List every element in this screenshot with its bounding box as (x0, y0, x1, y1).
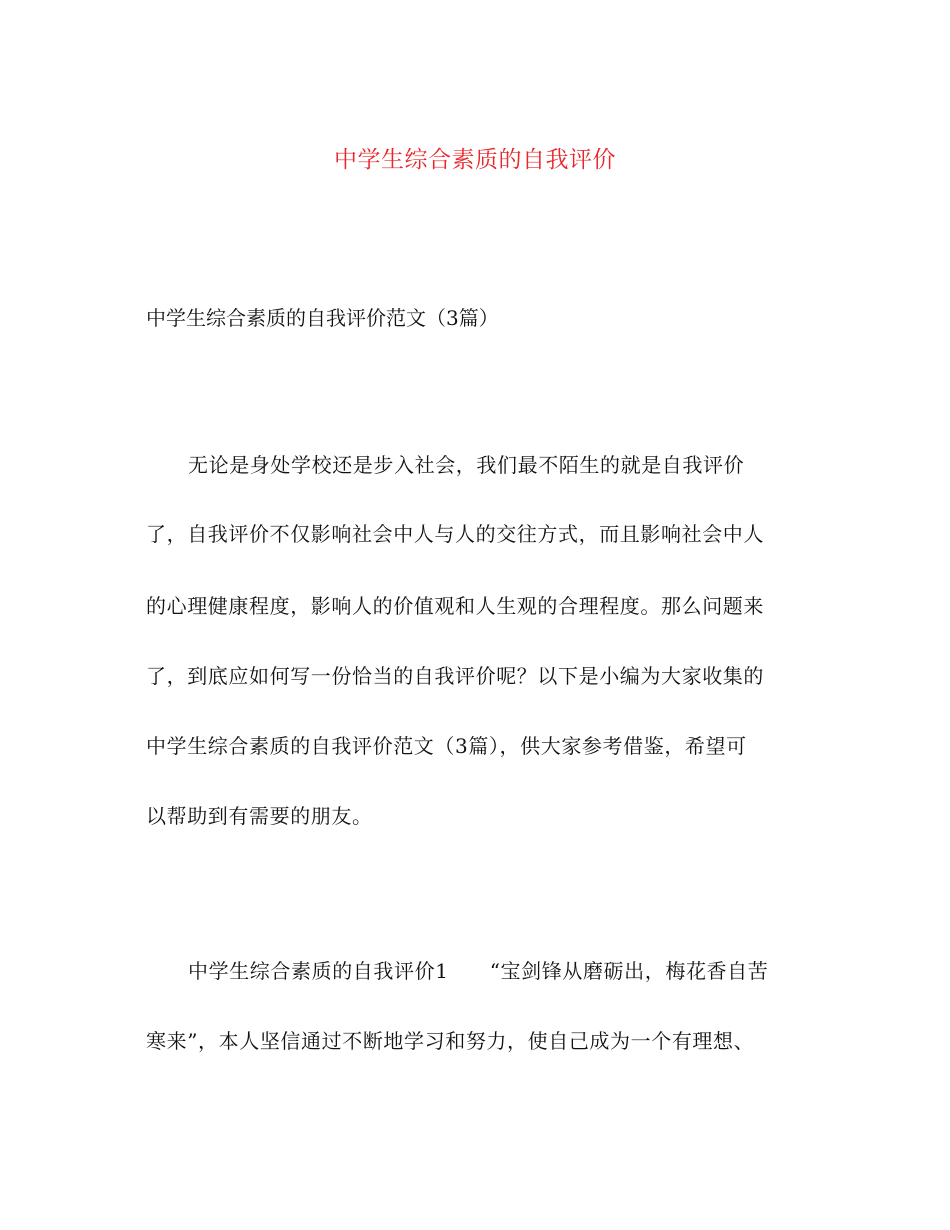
intro-line-4: 了，到底应如何写一份恰当的自我评价呢？以下是小编为大家收集的 (146, 664, 764, 688)
intro-line-3: 的心理健康程度，影响人的价值观和人生观的合理程度。那么问题来 (146, 594, 764, 618)
intro-line-2: 了，自我评价不仅影响社会中人与人的交往方式，而且影响社会中人 (146, 522, 764, 546)
section1-line-2: 寒来”，本人坚信通过不断地学习和努力，使自己成为一个有理想、 (146, 1029, 755, 1053)
intro-line-6: 以帮助到有需要的朋友。 (146, 804, 373, 828)
section1-line-1: 中学生综合素质的自我评价1 “宝剑锋从磨砺出，梅花香自苦 (188, 959, 769, 983)
intro-line-1: 无论是身处学校还是步入社会，我们最不陌生的就是自我评价 (188, 453, 745, 477)
intro-line-5: 中学生综合素质的自我评价范文（3篇），供大家参考借鉴，希望可 (146, 734, 747, 758)
document-title: 中学生综合素质的自我评价 (334, 147, 616, 173)
document-subtitle: 中学生综合素质的自我评价范文（3篇） (146, 306, 499, 330)
